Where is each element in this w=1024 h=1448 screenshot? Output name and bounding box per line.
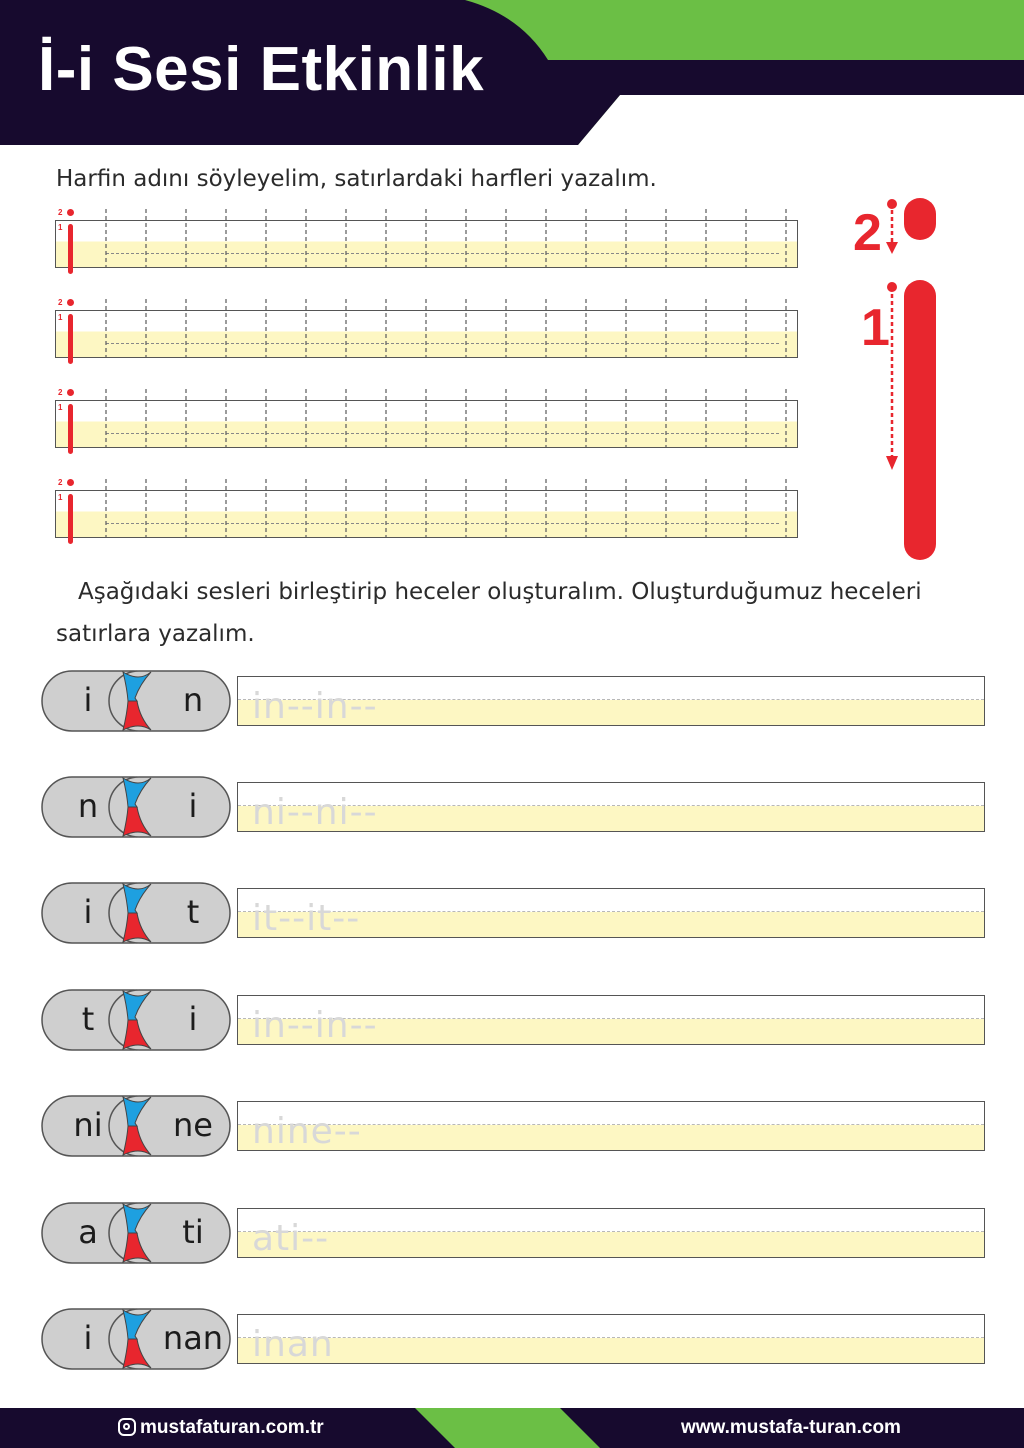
- syllable-pill: [41, 670, 231, 732]
- sound-right: ti: [182, 1213, 204, 1251]
- syllable-pill: [41, 1202, 231, 1264]
- syllable-trace-text: inan: [252, 1324, 334, 1364]
- instruction-write-letters: Harfin adını söyleyelim, satırlardaki harfleri yazalım.: [56, 166, 657, 192]
- sound-left: n: [77, 787, 99, 825]
- syllable-pill: [41, 882, 231, 944]
- tracing-row[interactable]: [55, 388, 798, 448]
- sound-left: t: [81, 1000, 95, 1038]
- model-stroke: [68, 224, 73, 274]
- model-stroke: [68, 494, 73, 544]
- syllable-trace-text: ati--: [252, 1218, 330, 1258]
- model-dot: [67, 299, 74, 306]
- model-dot: [67, 389, 74, 396]
- sound-right: t: [186, 893, 200, 931]
- syllable-trace-text: in--in--: [252, 686, 378, 726]
- syllable-trace-text: ni--ni--: [252, 792, 378, 832]
- sound-right: ne: [173, 1106, 213, 1144]
- sound-right: n: [182, 681, 204, 719]
- tracing-row[interactable]: [55, 298, 798, 358]
- model-stroke: [68, 404, 73, 454]
- letter-i-stroke-guide: [846, 190, 956, 570]
- tracing-row[interactable]: [55, 208, 798, 268]
- syllable-writing-line[interactable]: [237, 1101, 985, 1151]
- syllable-trace-text: nine--: [252, 1111, 362, 1151]
- sound-right: i: [188, 787, 198, 825]
- mini-stroke-number-1: 1: [58, 313, 63, 322]
- page-title: İ-i Sesi Etkinlik: [38, 35, 485, 104]
- writing-guide-line: [238, 1337, 984, 1338]
- mini-stroke-number-2: 2: [58, 298, 63, 307]
- sound-left: i: [83, 1319, 93, 1357]
- sound-right: i: [188, 1000, 198, 1038]
- mini-stroke-number-1: 1: [58, 493, 63, 502]
- footer-left-text: mustafaturan.com.tr: [140, 1417, 324, 1438]
- syllable-writing-line[interactable]: [237, 1314, 985, 1364]
- sound-left: ni: [73, 1106, 103, 1144]
- syllable-writing-line[interactable]: [237, 676, 985, 726]
- mini-stroke-number-1: 1: [58, 403, 63, 412]
- syllable-writing-line[interactable]: [237, 995, 985, 1045]
- stroke-number-2: 2: [853, 204, 882, 262]
- instagram-icon: [118, 1418, 136, 1436]
- footer-website[interactable]: www.mustafa-turan.com: [681, 1417, 901, 1438]
- syllable-writing-line[interactable]: [237, 888, 985, 938]
- mini-stroke-number-2: 2: [58, 208, 63, 217]
- instruction-syllables: Aşağıdaki sesleri birleştirip heceler oluşturalım. Oluşturduğumuz heceleri satırlara yazalım.: [56, 579, 922, 647]
- syllable-trace-text: in--in--: [252, 1005, 378, 1045]
- sound-left: i: [83, 681, 93, 719]
- syllable-trace-text: it--it--: [252, 898, 361, 938]
- syllable-pill: [41, 1095, 231, 1157]
- stroke-number-1: 1: [861, 299, 890, 357]
- sound-left: i: [83, 893, 93, 931]
- mini-stroke-number-1: 1: [58, 223, 63, 232]
- mini-stroke-number-2: 2: [58, 388, 63, 397]
- syllable-writing-line[interactable]: [237, 1208, 985, 1258]
- mini-stroke-number-2: 2: [58, 478, 63, 487]
- writing-guide-line: [238, 1231, 984, 1232]
- page-footer: [0, 1408, 1024, 1448]
- model-dot: [67, 479, 74, 486]
- syllable-writing-line[interactable]: [237, 782, 985, 832]
- model-dot: [67, 209, 74, 216]
- model-stroke: [68, 314, 73, 364]
- tracing-row[interactable]: [55, 478, 798, 538]
- syllable-pill: [41, 989, 231, 1051]
- sound-left: a: [78, 1213, 98, 1251]
- syllable-pill: [41, 776, 231, 838]
- page-header: [0, 0, 1024, 150]
- footer-instagram[interactable]: [118, 1417, 324, 1439]
- sound-right: nan: [162, 1319, 224, 1357]
- syllable-pill: [41, 1308, 231, 1370]
